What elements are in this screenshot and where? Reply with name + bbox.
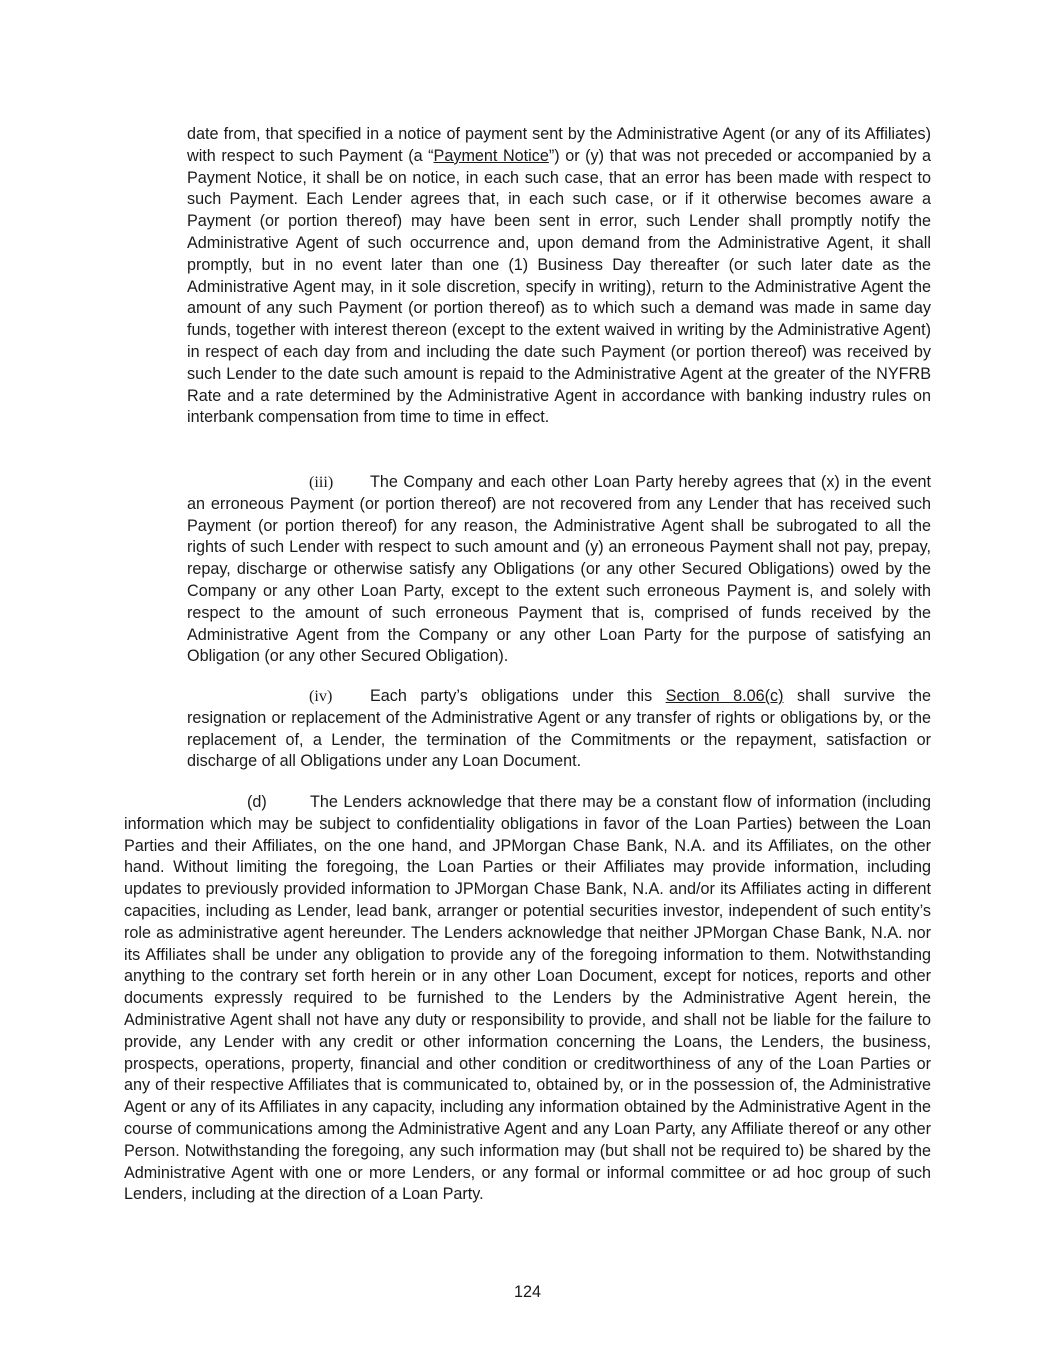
paragraph-text: The Lenders acknowledge that there may be a constant flow of information (including information which may be subject to confidentiality obligations in favor of the Loan Parties) between the Loan Parties and their Affiliates, on the one hand, and JPMorgan Chase Bank, N.A. and its Affiliates, on the other hand. Without limiting the foregoing, the Loan Parties or their Affiliates may provide information, including updates to previously provided information to JPMorgan Chase Bank, N.A. and/or its Affiliates acting in different capacities, including as Lender, lead bank, arranger or potential securities investor, independent of such entity’s role as administrative agent hereunder. The Lenders acknowledge that neither JPMorgan Chase Bank, N.A. nor its Affiliates shall be under any obligation to provide any of the foregoing information to them. Notwithstanding anything to the contrary set forth herein or in any other Loan Document, except for notices, reports and other documents expressly required to be furnished to the Lenders by the Administrative Agent herein, the Administrative Agent shall not have any duty or responsibility to provide, and shall not be liable for the failure to provide, any Lender with any credit or other information concerning the Loans, the Lenders, the business, prospects, operations, property, financial and other condition or creditworthiness of any of the Loan Parties or any of their respective Affiliates that is communicated to, obtained by, or in the possession of, the Administrative Agent or any of its Affiliates in any capacity, including any information obtained by the Administrative Agent in the course of communications among the Administrative Agent and any Loan Party, any Affiliate thereof or any other Person. Notwithstanding the foregoing, any such information may (but shall not be required to) be shared by the Administrative Agent with one or more Lenders, or any formal or informal committee or ad hoc group of such Lenders, including at the direction of a Loan Party. (124, 793, 931, 1204)
paragraph-text: date from, that specified in a notice of payment sent by the Administrative Agent (or any of its Affiliates) with respect to such Payment (a “ (187, 125, 931, 165)
paragraph-text: The Company and each other Loan Party hereby agrees that (x) in the event an erroneous Payment (or portion thereof) are not recovered from any Lender that has received such Payment (or portion thereof) for any reason, the Administrative Agent shall be subrogated to all the rights of such Lender with respect to such amount and (y) an erroneous Payment shall not pay, prepay, repay, discharge or otherwise satisfy any Obligations (or any other Secured Obligations) owed by the Company or any other Loan Party, except to the extent such erroneous Payment is, and solely with respect to the amount of such erroneous Payment that is, comprised of funds received by the Administrative Agent from the Company or any other Loan Party for the purpose of satisfying an Obligation (or any other Secured Obligation). (187, 473, 931, 666)
section-reference: Section 8.06(c) (665, 687, 784, 705)
paragraph-text: shall survive the resignation or replacement of the Administrative Agent or any transfer of rights or obligations by, or the replacement of, a Lender, the termination of the Commitments or the repayment, satisfaction or discharge of all Obligations under any Loan Document. (187, 687, 932, 771)
paragraph-marker-iii: (iii) (309, 473, 334, 491)
paragraph-d (124, 792, 931, 1206)
page-number: 124 (513, 1283, 541, 1301)
paragraph-text: ”) or (y) that was not preceded or accompanied by a Payment Notice, it shall be on notice, in each such case, that an error has been made with respect to such Payment. Each Lender agrees that, in each such case, or if it otherwise becomes aware a Payment (or portion thereof) may have been sent in error, such Lender shall promptly notify the Administrative Agent of such occurrence and, upon demand from the Administrative Agent, it shall promptly, but in no event later than one (1) Business Day thereafter (or such later date as the Administrative Agent may, in it sole discretion, specify in writing), return to the Administrative Agent the amount of any such Payment (or portion thereof) as to which such a demand was made in same day funds, together with interest thereon (except to the extent waived in writing by the Administrative Agent) in respect of each day from and including the date such Payment (or portion thereof) was received by such Lender to the date such amount is repaid to the Administrative Agent at the greater of the NYFRB Rate and a rate determined by the Administrative Agent in accordance with banking industry rules on interbank compensation from time to time in effect. (187, 146, 932, 427)
paragraph-text: Each party’s obligations under this (370, 687, 666, 705)
defined-term-payment-notice: Payment Notice (433, 146, 549, 165)
paragraph-payment-notice (187, 124, 931, 429)
paragraph-marker-iv: (iv) (309, 687, 333, 705)
paragraph-iii (187, 472, 931, 668)
paragraph-iv (187, 686, 931, 773)
paragraph-marker-d: (d) (247, 793, 267, 811)
